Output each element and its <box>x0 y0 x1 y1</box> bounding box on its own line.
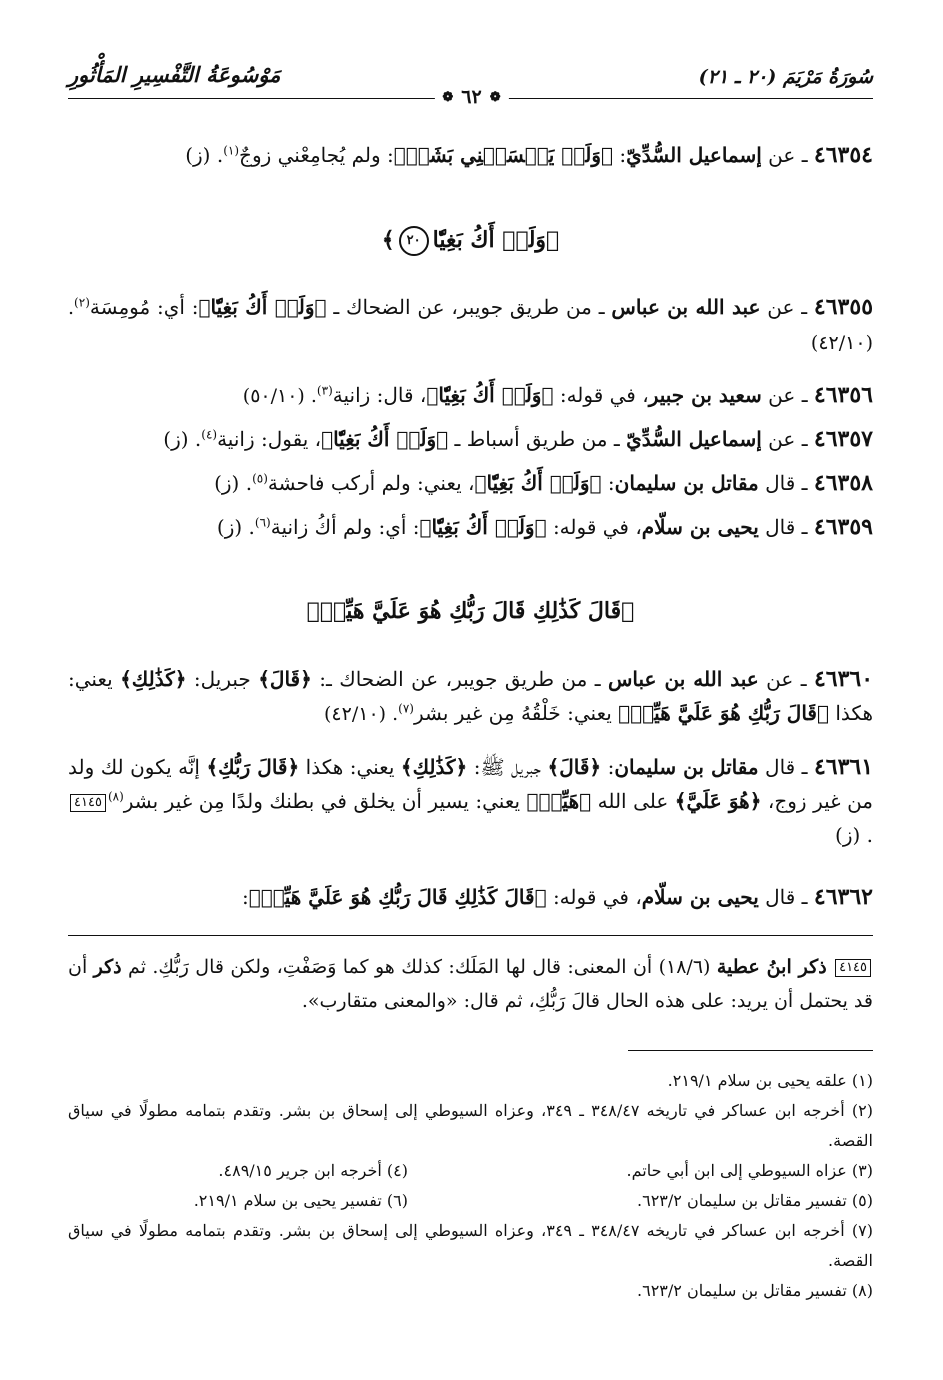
entry-text: إنَّه يكون لك ولد من غير زوج، <box>68 755 874 813</box>
entry-text: على الله <box>597 789 669 813</box>
entry-text: يعني: هكذا <box>305 755 395 779</box>
narrator-name: مقاتل بن سليمان <box>614 755 759 779</box>
entry-46360 <box>68 662 873 731</box>
narrator-name: مقاتل بن سليمان <box>614 471 759 495</box>
entry-46355 <box>68 290 873 360</box>
entry-text: : ولم يُجامِعْني زوجٌ <box>239 143 394 167</box>
verse-text: ﴿وَلَمۡ أَكُ بَغِيّٗا <box>432 227 560 253</box>
verse-heading-20 <box>68 226 873 256</box>
entry-source: . (٤٢/١٠) <box>324 703 399 725</box>
entry-number: ٤٦٣٥٥ <box>813 294 874 320</box>
entry-connector: ـ عن <box>768 143 808 167</box>
surah-title: سُورَةُ مَرْيَمَ (٢٠ ـ ٢١) <box>698 66 873 88</box>
entry-source: . (ز) <box>163 427 202 451</box>
footnote-ref: (٧) <box>398 701 414 716</box>
entry-text: : أي: مُومِسَة <box>89 295 199 319</box>
page-number-block <box>434 86 508 108</box>
verse-close: ﴾ <box>381 227 395 253</box>
entry-text: ، يقول: زانية <box>217 427 322 451</box>
entry-number: ٤٦٣٦٠ <box>813 666 874 692</box>
entry-connector: ـ قال <box>765 885 808 909</box>
narrator-name: إسماعيل السُّدِّيّ <box>626 143 762 167</box>
entry-number: ٤٦٣٦١ <box>813 754 874 780</box>
commentary-verb: ذكر <box>93 956 122 978</box>
entry-text: يعني: هكذا <box>68 667 873 725</box>
entry-text: ـ من طريق أسباط ـ <box>454 427 620 451</box>
commentary-separator <box>68 935 873 936</box>
entry-number: ٤٦٣٥٤ <box>813 142 873 168</box>
quran-quote: ﴿وَلَمۡ أَكُ بَغِيّٗا﴾ <box>474 471 602 495</box>
narrator-name: إسماعيل السُّدِّيّ <box>626 427 762 451</box>
entry-connector: ـ عن <box>766 667 807 691</box>
entry-source: . (٤٢/١٠) <box>68 297 873 354</box>
footnote-ref: (٥) <box>252 471 268 486</box>
entry-text: جبريل ﷺ: <box>473 755 542 779</box>
narrator-name: يحيى بن سلّام <box>641 515 759 539</box>
quran-quote: ﴿وَلَمۡ أَكُ بَغِيّٗا﴾ <box>419 515 547 539</box>
entry-connector: ـ قال <box>765 515 808 539</box>
narrator-name: عبد الله بن عباس <box>611 295 761 319</box>
entry-source: . (ز) <box>214 471 253 495</box>
quran-quote: ﴿وَلَمۡ أَكُ بَغِيّٗا﴾ <box>321 427 449 451</box>
commentary-box <box>68 950 873 1018</box>
narrator-name: عبد الله بن عباس <box>608 667 759 691</box>
footnote-ref: (٤) <box>201 427 218 442</box>
punct: : <box>607 755 615 779</box>
quran-quote: ﴿كَذَٰلِكِ﴾ <box>400 755 468 779</box>
entry-number: ٤٦٣٥٩ <box>813 514 873 540</box>
quran-quote: ﴿هَيِّنٞ﴾ <box>526 789 592 813</box>
cross-ref-badge: ٤١٤٥ <box>70 794 106 812</box>
entry-46359 <box>68 510 873 544</box>
entry-number: ٤٦٣٥٧ <box>813 426 873 452</box>
commentary-ref: (١٨/٦) <box>658 956 711 978</box>
narrator-name: سعيد بن جبير <box>648 383 762 407</box>
footnote-7: (٧) أخرجه ابن عساكر في تاريخه ٣٤٨/٤٧ ـ ٣٤٩، وعزاه السيوطي إلى إسحاق بن بشر. وتقدم بتمامه مطولًا في سياق القصة. <box>68 1221 874 1270</box>
footnote-ref: (٦) <box>254 515 271 530</box>
entry-46358 <box>68 466 873 500</box>
commentary-text: أن قد يحتمل أن يريد: على هذه الحال قالَ رَبُّكِ، ثم قال: «والمعنى متقارب». <box>68 956 873 1012</box>
footnote-ref: (١) <box>223 143 240 158</box>
entry-connector: ـ قال <box>765 755 808 779</box>
footnote-5: (٥) تفسير مقاتل بن سليمان ٦٢٣/٢. <box>637 1191 873 1210</box>
ornament-icon: ❁ <box>442 89 454 105</box>
entry-text: يعني: خَلْقُهُ مِن غير بشر <box>413 701 612 725</box>
commentary-text: أن المعنى: قال لها المَلَك: كذلك هو كما وَصَفْتِ، ولكن قال رَبُّكِ. ثم <box>128 956 653 978</box>
entry-connector: ـ عن <box>768 427 808 451</box>
entry-source: . (٥٠/١٠) <box>242 385 317 407</box>
entry-46356 <box>68 378 873 413</box>
footnote-3: (٣) عزاه السيوطي إلى ابن أبي حاتم. <box>626 1161 873 1180</box>
entry-text: جبريل: <box>193 667 251 691</box>
entry-text: يعني: يسير أن يخلق في بطنك ولدًا مِن غير بشر <box>123 789 521 813</box>
narrator-name: يحيى بن سلّام <box>641 885 759 909</box>
entry-text: : <box>607 471 615 495</box>
quran-quote: ﴿وَلَمۡ أَكُ بَغِيّٗا﴾ <box>198 295 327 319</box>
entry-text: : أي: ولم أكُ زانية <box>270 515 420 539</box>
entry-text: ، قال: زانية <box>332 383 427 407</box>
page-number: ٦٢ <box>461 86 482 108</box>
footnote-6: (٦) تفسير يحيى بن سلام ٢١٩/١. <box>193 1191 408 1210</box>
quran-quote: ﴿هُوَ عَلَيَّ﴾ <box>674 789 762 813</box>
footnote-ref: (٣) <box>316 383 333 398</box>
entry-connector: ـ قال <box>765 471 808 495</box>
entry-connector: ـ عن <box>768 383 808 407</box>
commentary-badge: ٤١٤٥ <box>835 959 871 977</box>
verse-heading-21 <box>68 598 873 624</box>
entry-text: ، في قوله: <box>552 885 642 909</box>
quran-quote: ﴿قَالَ﴾ <box>547 755 602 779</box>
entry-number: ٤٦٣٥٦ <box>813 382 873 408</box>
entry-text: ، في قوله: <box>552 515 642 539</box>
entry-text: ، في قوله: <box>559 383 649 407</box>
quran-quote: ﴿وَلَمۡ يَمۡسَسۡنِي بَشَرٞ﴾ <box>393 143 613 167</box>
entry-46361 <box>68 750 873 852</box>
commentary-author: ذكر ابنُ عطية <box>716 956 827 978</box>
entry-number: ٤٦٣٥٨ <box>813 470 873 496</box>
quran-quote: ﴿قَالَ رَبُّكِ هُوَ عَلَيَّ هَيِّنٞ﴾ <box>618 701 829 725</box>
entry-source: . (ز) <box>216 515 255 539</box>
quran-quote: ﴿كَذَٰلِكِ﴾ <box>120 667 187 691</box>
entry-text: ، يعني: ولم أركب فاحشة <box>267 471 475 495</box>
ayah-number-icon: ٢٠ <box>399 226 429 256</box>
entry-46357 <box>68 422 873 456</box>
footnote-8: (٨) تفسير مقاتل بن سليمان ٦٢٣/٢. <box>637 1281 873 1300</box>
verse-text: ﴿قَالَ كَذَٰلِكِ قَالَ رَبُّكِ هُوَ عَلَيَّ هَيِّنٞ﴾ <box>306 598 635 624</box>
entry-source: . (ز) <box>835 823 873 847</box>
footnote-2: (٢) أخرجه ابن عساكر في تاريخه ٣٤٨/٤٧ ـ ٣٤٩، وعزاه السيوطي إلى إسحاق بن بشر. وتقدم بتمامه مطولًا في سياق القصة. <box>68 1101 874 1150</box>
footnote-ref: (٢) <box>74 295 90 310</box>
entry-number: ٤٦٣٦٢ <box>813 884 873 910</box>
quran-quote: ﴿وَلَمۡ أَكُ بَغِيّٗا﴾ <box>426 383 554 407</box>
footnote-separator <box>628 1050 873 1051</box>
footnote-4: (٤) أخرجه ابن جرير ٤٨٩/١٥. <box>218 1161 408 1180</box>
entry-source: . (ز) <box>185 143 224 167</box>
entry-source: : <box>241 885 249 909</box>
entry-text: ـ من طريق جويبر، عن الضحاك ـ: <box>319 667 601 691</box>
entry-46354 <box>68 138 873 172</box>
quran-quote: ﴿قَالَ كَذَٰلِكِ قَالَ رَبُّكِ هُوَ عَلَيَّ هَيِّنٞ﴾ <box>248 885 547 909</box>
entry-46362 <box>68 880 873 914</box>
book-title: مَوْسُوعَةُ التَّفْسِيرِ المَأْثُورِ <box>68 62 281 87</box>
entry-text: ـ من طريق جويبر، عن الضحاك ـ <box>333 295 605 319</box>
quran-quote: ﴿قَالَ﴾ <box>258 667 312 691</box>
footnote-ref: (٨) <box>107 789 124 804</box>
punct: : <box>619 143 627 167</box>
footnote-1: (١) علقه يحيى بن سلام ٢١٩/١. <box>667 1071 873 1090</box>
ornament-icon: ❁ <box>489 89 501 105</box>
quran-quote: ﴿قَالَ رَبُّكِ﴾ <box>206 755 300 779</box>
entry-connector: ـ عن <box>767 295 808 319</box>
